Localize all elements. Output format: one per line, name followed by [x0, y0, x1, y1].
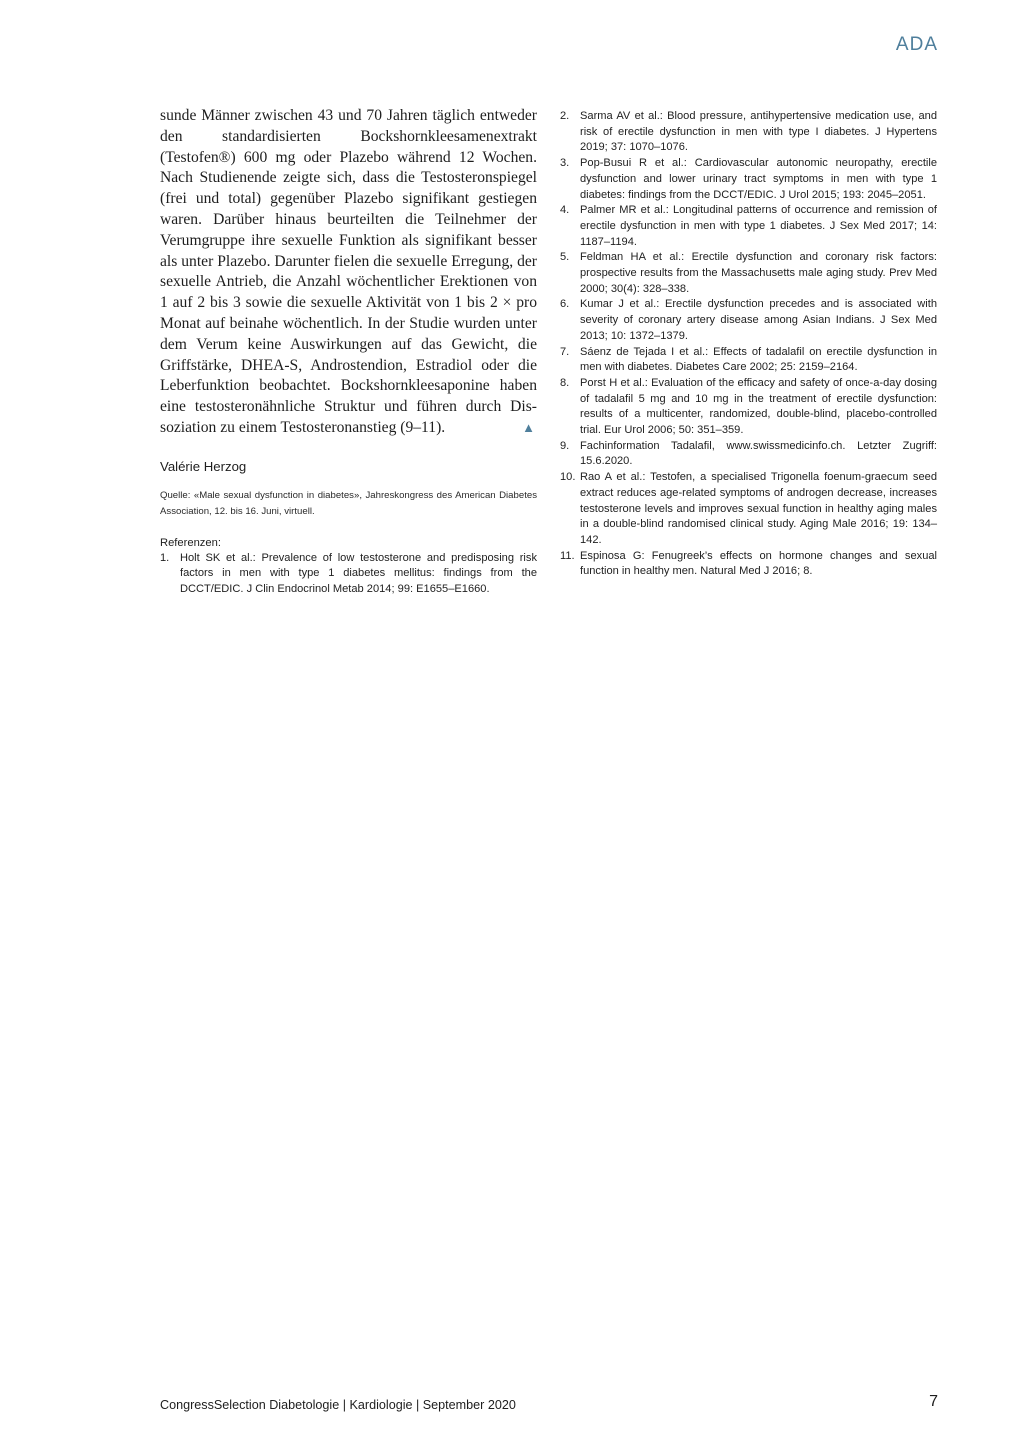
reference-number: 7.	[560, 345, 570, 358]
source-note: Quelle: «Male sexual dysfunction in diabetes», Jahreskongress des American Diabetes Association, 12. bis 16. Juni, virtuell.	[160, 489, 537, 517]
references-heading: Referenzen:	[160, 536, 221, 549]
reference-number: 1.	[160, 551, 170, 564]
reference-number: 8.	[560, 376, 570, 389]
reference-item	[560, 345, 937, 376]
reference-item	[560, 250, 937, 297]
reference-item	[560, 203, 937, 250]
reference-number: 11.	[560, 549, 575, 562]
reference-text: Feldman HA et al.: Erectile dysfunction and coronary risk factors: prospective results from the Massachusetts male aging study. Prev Med 2000; 30(4): 328–338.	[580, 251, 937, 295]
reference-number: 2.	[560, 110, 570, 122]
reference-list-right	[560, 109, 937, 580]
reference-list-left	[160, 551, 537, 598]
reference-number: 6.	[560, 298, 570, 311]
reference-text: Espinosa G: Fenugreek’s effects on hormone changes and sexual function in healthy men. Natural Med J 2016; 8.	[580, 549, 937, 578]
left-column	[160, 106, 537, 598]
article-body-text: sunde Männer zwischen 43 und 70 Jahren täglich entweder den standardisierten Bockshornkleesamenextrakt (Testofen®) 600 mg oder Plazebo während 12 Wochen. Nach Studienende zeigte sich, dass die Testosteronspiegel (frei und total) gegenüber Plazebo signifikant gestiegen waren. Darüber hinaus beurteilten die Teilnehmer der Verumgruppe ihre sexuelle Funktion als signifikant besser als unter Plazebo. Darunter fielen die sexuelle Erregung, der sexuelle Antrieb, die Anzahl wöchentlicher Erektionen von 1 auf 2 bis 3 sowie die sexuelle Aktivität von 1 bis 2 × pro Monat auf beinahe wöchentlich. In der Studie wurden unter dem Verum keine Auswirkungen auf das Gewicht, die Griffstärke, DHEA-S, Androstendion, Estradiol oder die Leberfunktion beobachtet. Bockshornkleesaponine haben eine testosteronähnliche Struktur und führen durch Dissoziation zu einem Testosteronanstieg (9–11).	[160, 107, 537, 436]
reference-item	[560, 470, 937, 549]
reference-text: Pop-Busui R et al.: Cardiovascular autonomic neuropathy, erectile dysfunction and lower urinary tract symptoms in men with type 1 diabetes: findings from the DCCT/EDIC. J Urol 2015; 193: 2045–2051.	[580, 157, 937, 201]
reference-number: 10.	[560, 471, 576, 484]
reference-item	[560, 109, 937, 156]
reference-text: Kumar J et al.: Erectile dysfunction precedes and is associated with severity of coronary artery disease among Asian Indians. J Sex Med 2013; 10: 1372–1379.	[580, 298, 937, 342]
section-tag: ADA	[895, 34, 938, 55]
reference-number: 3.	[560, 157, 570, 170]
reference-number: 5.	[560, 251, 570, 264]
reference-number: 9.	[560, 439, 570, 452]
reference-item	[560, 156, 937, 203]
reference-item	[560, 297, 937, 344]
article-end-triangle-icon: ▲	[522, 419, 535, 435]
footer-publication: CongressSelection Diabetologie | Kardiologie | September 2020	[160, 1398, 516, 1412]
right-column	[560, 109, 937, 580]
reference-text: Rao A et al.: Testofen, a specialised Trigonella foenum-graecum seed extract reduces age-related symptoms of androgen decrease, increases testosterone levels and improves sexual function in healthy aging males in a double-blind randomised clinical study. Aging Male 2016; 19: 134–142.	[580, 471, 937, 546]
author-name: Valérie Herzog	[160, 458, 247, 474]
reference-text: Sarma AV et al.: Blood pressure, antihypertensive medication use, and risk of erectile dysfunction in men with type I diabetes. J Hypertens 2019; 37: 1070–1076.	[580, 110, 937, 154]
reference-item	[160, 551, 537, 598]
reference-text: Palmer MR et al.: Longitudinal patterns of occurrence and remission of erectile dysfunction in men with type 1 diabetes. J Sex Med 2017; 14: 1187–1194.	[580, 204, 937, 248]
reference-text: Fachinformation Tadalafil, www.swissmedicinfo.ch. Letzter Zugriff: 15.6.2020.	[580, 439, 937, 468]
reference-text: Holt SK et al.: Prevalence of low testosterone and predisposing risk factors in men with type 1 diabetes mellitus: findings from the DCCT/EDIC. J Clin Endocrinol Metab 2014; 99: E1655–E1660.	[180, 551, 537, 596]
article-body	[160, 106, 537, 439]
reference-item	[560, 549, 937, 580]
reference-item	[560, 376, 937, 439]
page-number: 7	[929, 1393, 938, 1410]
reference-item	[560, 439, 937, 470]
reference-text: Sáenz de Tejada I et al.: Effects of tadalafil on erectile dysfunction in men with diabetes. Diabetes Care 2002; 25: 2159–2164.	[580, 345, 937, 374]
reference-number: 4.	[560, 204, 570, 217]
reference-text: Porst H et al.: Evaluation of the efficacy and safety of once-a-day dosing of tadalafil 5 mg and 10 mg in the treatment of erectile dysfunction: results of a multicenter, randomized, double-blind, placebo-controlled trial. Eur Urol 2006; 50: 351–359.	[580, 376, 937, 437]
